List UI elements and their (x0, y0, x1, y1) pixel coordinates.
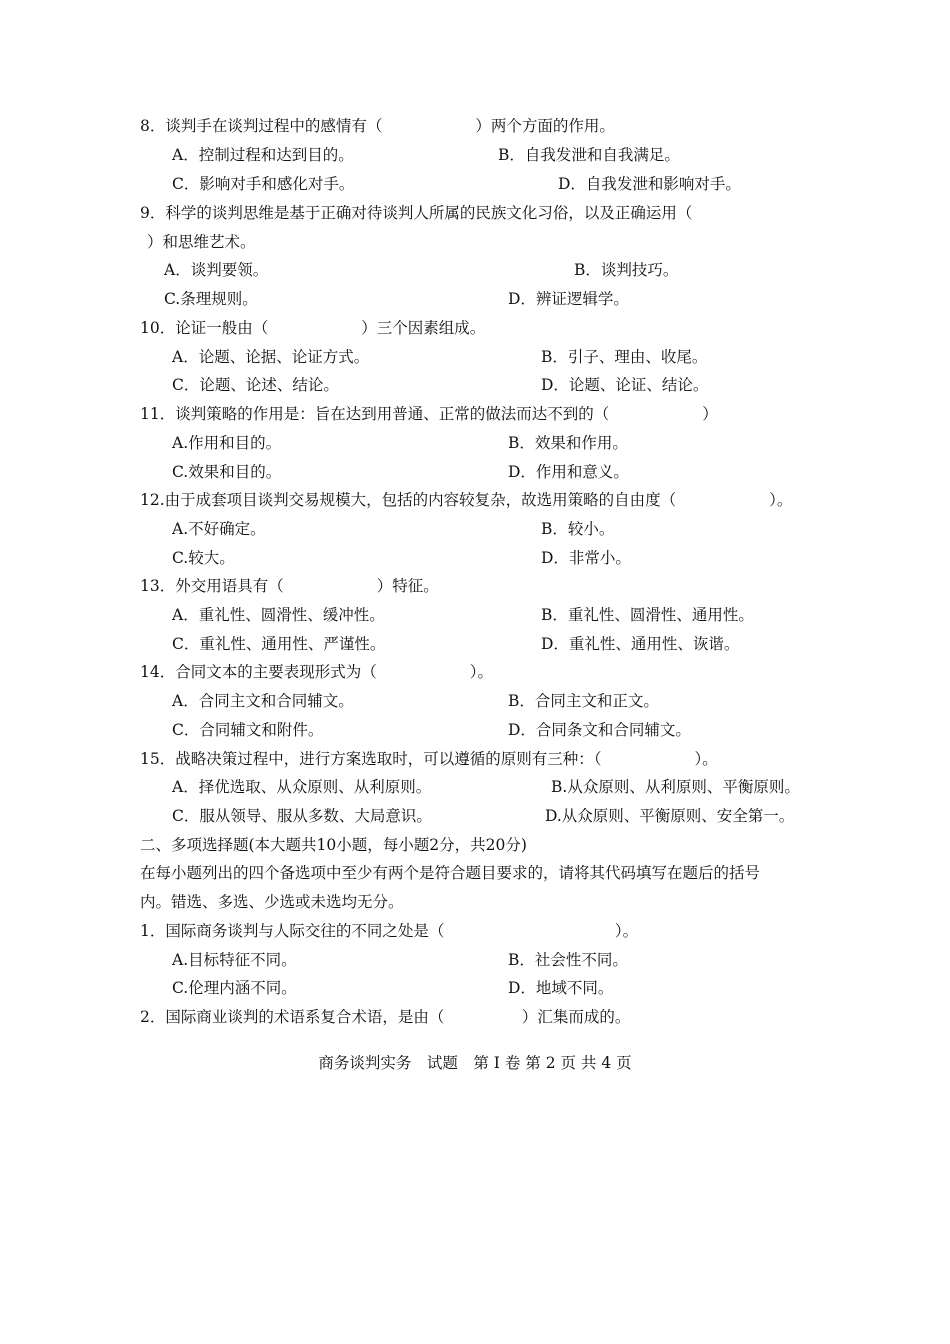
question-12-option-c: C.较大。 (172, 549, 235, 567)
question-10-stem: 10．论证一般由（ ）三个因素组成。 (140, 319, 486, 337)
question-9-stem-line1: 9．科学的谈判思维是基于正确对待谈判人所属的民族文化习俗，以及正确运用（ (140, 204, 693, 222)
question-9-option-a: A．谈判要领。 (164, 261, 269, 279)
multi-question-1-option-a: A.目标特征不同。 (172, 951, 297, 969)
question-12-option-d: D．非常小。 (541, 549, 631, 567)
question-11-option-d: D．作用和意义。 (508, 463, 629, 481)
question-14-option-c: C．合同辅文和附件。 (172, 721, 324, 739)
multi-question-2-stem: 2．国际商业谈判的术语系复合术语，是由（ ）汇集而成的。 (140, 1008, 631, 1026)
question-13-option-d: D．重礼性、通用性、诙谐。 (541, 635, 740, 653)
question-15-option-b: B.从众原则、从利原则、平衡原则。 (551, 778, 800, 796)
question-8-option-b: B．自我发泄和自我满足。 (498, 146, 680, 164)
question-15-option-d: D.从众原则、平衡原则、安全第一。 (545, 807, 795, 825)
question-12-stem: 12.由于成套项目谈判交易规模大，包括的内容较复杂，故选用策略的自由度（ ）。 (140, 491, 793, 509)
question-9-option-d: D．辨证逻辑学。 (508, 290, 629, 308)
question-12-option-b: B．较小。 (541, 520, 615, 538)
question-14-option-a: A．合同主文和合同辅文。 (172, 692, 354, 710)
question-14-stem: 14．合同文本的主要表现形式为（ ）。 (140, 663, 493, 681)
section-2-heading: 二、多项选择题(本大题共10小题，每小题2分，共20分) (140, 836, 527, 854)
question-10-option-d: D．论题、论证、结论。 (541, 376, 709, 394)
section-2-instructions-line2: 内。错选、多选、少选或未选均无分。 (140, 893, 404, 911)
question-15-option-a: A．择优选取、从众原则、从利原则。 (172, 778, 432, 796)
multi-question-1-option-c: C.伦理内涵不同。 (172, 979, 297, 997)
multi-question-1-option-b: B．社会性不同。 (508, 951, 628, 969)
question-15-option-c: C．服从领导、服从多数、大局意识。 (172, 807, 432, 825)
question-8-option-c: C．影响对手和感化对手。 (172, 175, 355, 193)
question-8-stem: 8．谈判手在谈判过程中的感情有（ ）两个方面的作用。 (140, 117, 615, 135)
question-13-option-a: A．重礼性、圆滑性、缓冲性。 (172, 606, 385, 624)
question-10-option-a: A．论题、论据、论证方式。 (172, 348, 370, 366)
question-14-option-d: D．合同条文和合同辅文。 (508, 721, 691, 739)
question-9-option-b: B．谈判技巧。 (574, 261, 679, 279)
question-11-option-b: B．效果和作用。 (508, 434, 628, 452)
question-13-option-c: C．重礼性、通用性、严谨性。 (172, 635, 386, 653)
question-11-option-c: C.效果和目的。 (172, 463, 282, 481)
question-11-option-a: A.作用和目的。 (172, 434, 282, 452)
page-footer: 商务谈判实务 试题 第 I 卷 第 2 页 共 4 页 (318, 1054, 632, 1072)
question-11-stem: 11．谈判策略的作用是：旨在达到用普通、正常的做法而达不到的（ ） (140, 405, 718, 423)
question-10-option-b: B．引子、理由、收尾。 (541, 348, 708, 366)
question-12-option-a: A.不好确定。 (172, 520, 266, 538)
question-10-option-c: C．论题、论述、结论。 (172, 376, 339, 394)
question-13-stem: 13．外交用语具有（ ）特征。 (140, 577, 439, 595)
question-8-option-a: A．控制过程和达到目的。 (172, 146, 354, 164)
multi-question-1-stem: 1．国际商务谈判与人际交往的不同之处是（ ）。 (140, 922, 639, 940)
multi-question-1-option-d: D．地域不同。 (508, 979, 614, 997)
section-2-instructions-line1: 在每小题列出的四个备选项中至少有两个是符合题目要求的，请将其代码填写在题后的括号 (140, 864, 761, 882)
question-9-option-c: C.条理规则。 (164, 290, 258, 308)
question-14-option-b: B．合同主文和正文。 (508, 692, 659, 710)
question-13-option-b: B．重礼性、圆滑性、通用性。 (541, 606, 754, 624)
question-8-option-d: D．自我发泄和影响对手。 (558, 175, 741, 193)
question-9-stem-line2: ）和思维艺术。 (147, 233, 256, 251)
question-15-stem: 15．战略决策过程中，进行方案选取时，可以遵循的原则有三种：（ ）。 (140, 750, 718, 768)
